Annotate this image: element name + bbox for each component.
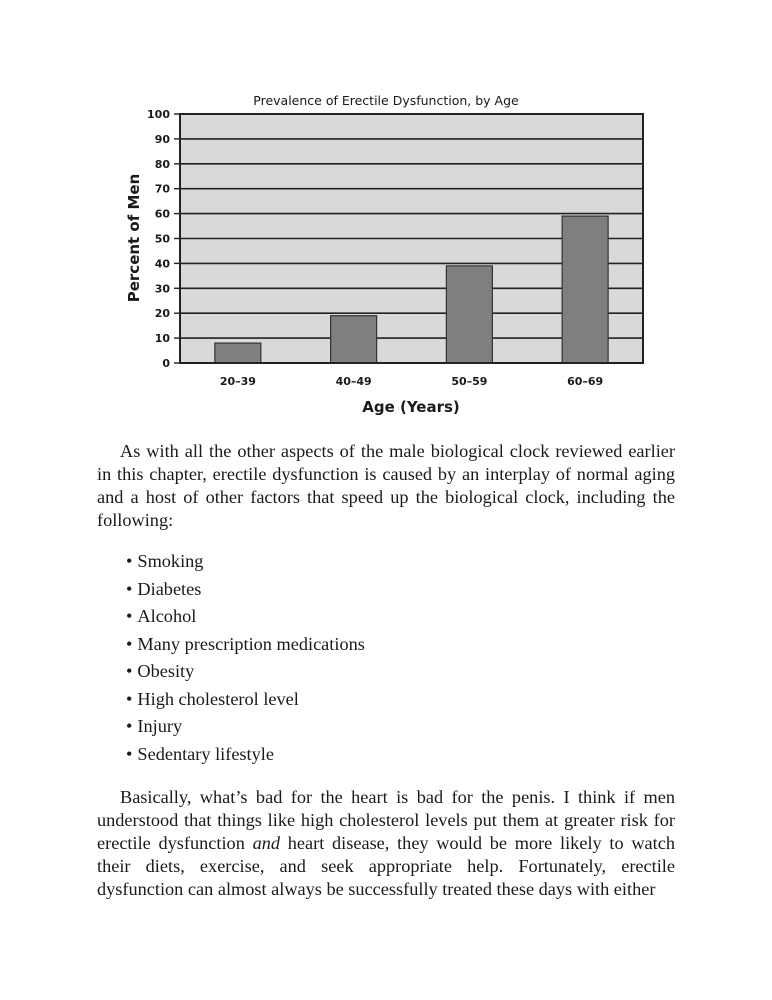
- bar: [215, 343, 261, 363]
- list-item: • Obesity: [126, 658, 365, 686]
- bar: [331, 316, 377, 363]
- y-axis-ticks: [147, 108, 180, 370]
- x-tick-label: 50–59: [451, 375, 488, 388]
- paragraph-2: [97, 786, 675, 901]
- risk-factor-list: [126, 548, 365, 768]
- x-tick-label: 60–69: [567, 375, 604, 388]
- paragraph-2-text-a: Basically, what’s bad for the heart is bad for the penis. I think if men understood that things like high cholesterol levels put them at greater risk for erectile dysfunction: [97, 787, 675, 853]
- y-tick-label: 80: [154, 157, 170, 171]
- list-item: • Alcohol: [126, 603, 365, 631]
- x-tick-label: 20–39: [219, 375, 256, 388]
- list-item: • Smoking: [126, 548, 365, 576]
- paragraph-1-block: [97, 440, 675, 532]
- y-tick-label: 90: [154, 132, 170, 146]
- list-item: • High cholesterol level: [126, 686, 365, 714]
- chart-figure: [0, 0, 772, 430]
- y-tick-label: 20: [154, 307, 170, 321]
- list-item: • Many prescription medications: [126, 631, 365, 659]
- bar: [446, 266, 492, 363]
- y-axis-label: Percent of Men: [125, 173, 143, 303]
- x-axis-label: Age (Years): [362, 398, 460, 416]
- y-tick-label: 40: [154, 257, 170, 271]
- paragraph-1: As with all the other aspects of the male biological clock reviewed earlier in this chapter, erectile dysfunction is caused by an interplay of normal aging and a host of other factors that speed up the biological clock, including the following:: [97, 441, 675, 530]
- paragraph-2-text-b: heart disease, they would be more likely to watch their diets, exercise, and seek appropriate help. Fortunately, erectile dysfunction can almost always be successfully treated these days with either: [97, 833, 675, 899]
- y-tick-label: 100: [147, 108, 170, 121]
- paragraph-2-italic: and: [252, 833, 280, 853]
- paragraph-2-block: [97, 786, 675, 901]
- x-tick-label: 40–49: [335, 375, 372, 388]
- y-tick-label: 60: [154, 207, 170, 221]
- chart-title: Prevalence of Erectile Dysfunction, by Age: [253, 93, 519, 108]
- x-axis-ticks: [220, 375, 603, 388]
- list-item: • Sedentary lifestyle: [126, 741, 365, 769]
- list-item: • Diabetes: [126, 576, 365, 604]
- y-tick-label: 0: [162, 357, 170, 370]
- bar: [562, 216, 608, 363]
- list-item: • Injury: [126, 713, 365, 741]
- y-tick-label: 70: [154, 182, 170, 196]
- bar-chart: [0, 0, 772, 430]
- y-tick-label: 30: [154, 282, 170, 296]
- y-tick-label: 50: [154, 232, 170, 246]
- y-tick-label: 10: [154, 332, 170, 346]
